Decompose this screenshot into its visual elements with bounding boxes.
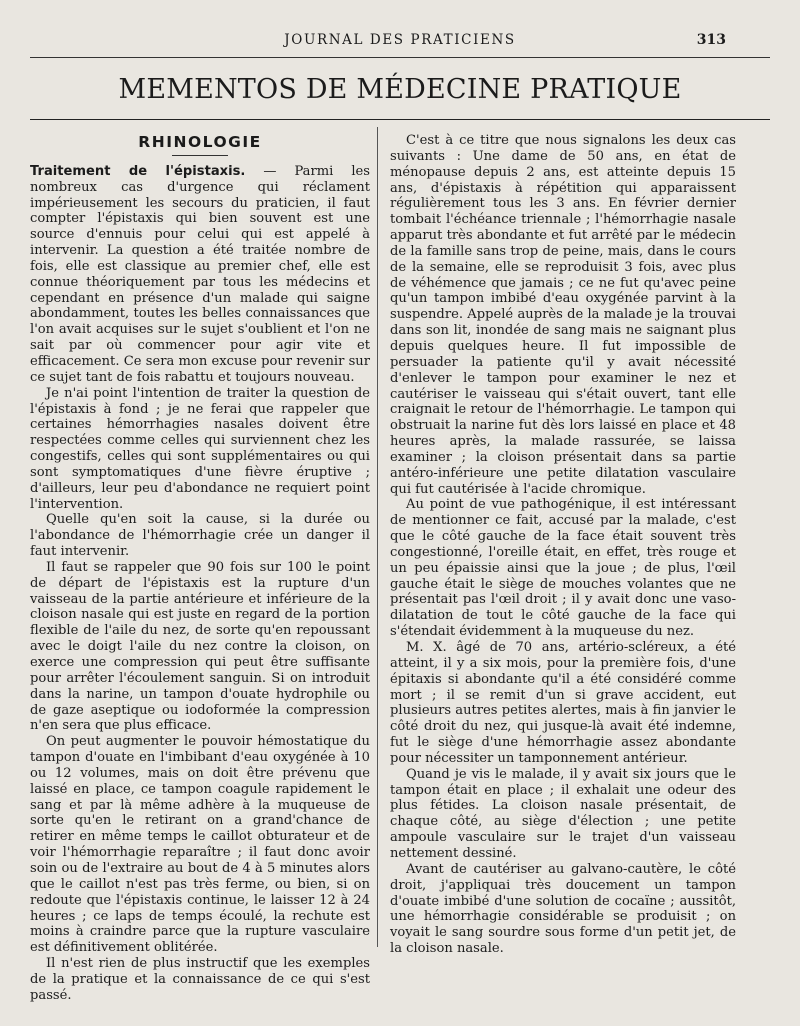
paragraph: Il n'est rien de plus instructif que les exemples de la pratique et la connaissance de ce qui s'est passé.: [30, 956, 370, 1003]
page-title: MEMENTOS DE MÉDECINE PRATIQUE: [118, 74, 682, 105]
lead-paragraph: [30, 164, 370, 386]
page-number: 313: [696, 32, 726, 48]
left-column: [30, 133, 370, 1004]
right-column: [390, 133, 736, 957]
column-divider: [377, 127, 378, 947]
paragraph: On peut augmenter le pouvoir hémostatique du tampon d'ouate en l'imbibant d'eau oxygénée à 10 ou 12 volumes, mais on doit être prévenu que laissé en place, ce tampon coagule rapidement le sang et par là même adhère à la muqueuse de sorte qu'en le retirant on a grand'chance de retirer en même temps le caillot obturateur et de voir l'hémorrhagie reparaître ; il faut donc avoir soin ou de l'extraire au bout de 4 à 5 minutes alors que le caillot n'est pas très ferme, ou bien, si on redoute que l'épistaxis continue, le laisser 12 à 24 heures ; ce laps de temps écoulé, la rechute est moins à craindre parce que la rupture vasculaire est définitivement oblitérée.: [30, 734, 370, 956]
article-title: Traitement de l'épistaxis.: [30, 163, 246, 179]
paragraph: Je n'ai point l'intention de traiter la question de l'épistaxis à fond ; je ne ferai que rappeler que certaines hémorrhagies nasales doivent être respectées comme celles qui surviennent chez les congestifs, celles qui sont supplémentaires ou qui sont symptomatiques d'une fièvre éruptive ; d'ailleurs, leur peu d'abondance ne requiert point l'intervention.: [30, 385, 370, 512]
section-rule: [172, 155, 228, 156]
paragraph: Il faut se rappeler que 90 fois sur 100 le point de départ de l'épistaxis est la rupture d'un vaisseau de la partie antérieure et inférieure de la cloison nasale qui est juste en regard de la portion flexible de l'aile du nez, de sorte qu'en repoussant avec le doigt l'aile du nez contre la cloison, on exerce une compression qui peut être suffisante pour arrêter l'écoulement sanguin. Si on introduit dans la narine, un tampon d'ouate hydrophile ou de gaze aseptique ou iodoformée la compression n'en sera que plus efficace.: [30, 559, 370, 734]
paragraph: Avant de cautériser au galvano-cautère, le côté droit, j'appliquai très doucement un tampon d'ouate imbibé d'une solution de cocaïne ; aussitôt, une hémorrhagie considérable se produisit ; on voyait le sang sourdre sous forme d'un petit jet, de la cloison nasale.: [390, 861, 736, 957]
paragraph: Au point de vue pathogénique, il est intéressant de mentionner ce fait, accusé par la malade, c'est que le côté gauche de la face était souvent très congestionné, l'oreille était, en effet, très rouge et un peu épaissie ainsi que la joue ; de plus, l'œil gauche était le siège de mouches volantes que ne présentait pas l'œil droit ; il y avait donc une vaso-dilatation de tout le côté gauche de la face qui s'étendait évidemment à la muqueuse du nez.: [390, 497, 736, 640]
header-rule: [30, 57, 770, 58]
paragraph: Quand je vis le malade, il y avait six jours que le tampon était en place ; il exhalait une odeur des plus fétides. La cloison nasale présentait, de chaque côté, au siège d'élection ; une petite ampoule vasculaire sur le trajet d'un vaisseau nettement dessiné.: [390, 766, 736, 861]
section-heading: RHINOLOGIE: [138, 133, 262, 151]
paragraph: M. X. âgé de 70 ans, artério-scléreux, a été atteint, il y a six mois, pour la première fois, d'une épitaxis si abondante qu'il a été considéré comme mort ; il se remit d'un si grave accident, eut plusieurs autres petites alertes, mais à fin janvier le côté droit du nez, qui jusque-là avait été indemne, fut le siège d'une hémorrhagie assez abondante pour nécessiter un tamponnement antérieur.: [390, 640, 736, 766]
paragraph: Quelle qu'en soit la cause, si la durée ou l'abondance de l'hémorrhagie crée un danger il faut intervenir.: [30, 512, 370, 560]
running-head: JOURNAL DES PRATICIENS: [284, 32, 516, 48]
paragraph: C'est à ce titre que nous signalons les deux cas suivants : Une dame de 50 ans, en état de ménopause depuis 2 ans, est atteinte depuis 15 ans, d'épistaxis à répétition qui apparaissent régulièrement tous les 3 ans. En février dernier tombait l'échéance triennale ; l'hémorrhagie nasale apparut très abondante et fut arrêté par le médecin de la famille sans trop de peine, mais, dans le cours de la semaine, elle se reproduisit 3 fois, avec plus de véhémence que jamais ; ce ne fut qu'avec peine qu'un tampon imbibé d'eau oxygénée parvint à la suspendre. Appelé auprès de la malade je la trouvai dans son lit, inondée de sang mais ne saignant plus depuis quelques heure. Il fut impossible de persuader la patiente qu'il y avait nécessité d'enlever le tampon pour examiner le nez et cautériser le vaisseau qui s'était ouvert, tant elle craignait le retour de l'hémorrhagie. Le tampon qui obstruait la narine fut dès lors laissé en place et 48 heures après, la malade rassurée, se laissa examiner ; la cloison présentait dans sa partie antéro-inférieure une petite dilatation vasculaire qui fut cautérisée à l'acide chromique.: [390, 133, 736, 497]
title-rule: [30, 119, 770, 120]
lead-text: — Parmi les nombreux cas d'urgence qui réclament impérieusement les secours du praticien, il faut compter l'épistaxis qui bien souvent est une source d'ennuis pour celui qui est appelé à intervenir. La question a été traitée nombre de fois, elle est classique au premier chef, elle est connue théoriquement par tous les médecins et cependant en présence d'un malade qui saigne abondamment, toutes les belles connaissances que l'on avait acquises sur le sujet s'oublient et l'on ne sait par où commencer pour agir vite et efficacement. Ce sera mon excuse pour revenir sur ce sujet tant de fois rabattu et toujours nouveau.: [30, 163, 370, 385]
